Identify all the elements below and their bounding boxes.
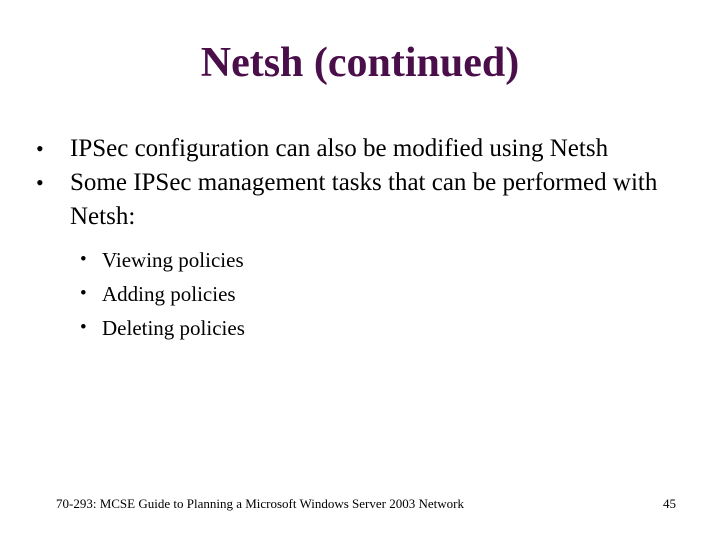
sub-bullet-item [70,311,696,345]
bullet-marker: • [36,170,44,195]
bullet-item [36,166,696,345]
sub-bullet-item [70,243,696,277]
slide-footer: 70-293: MCSE Guide to Planning a Microsoft Windows Server 2003 Network [56,496,464,511]
sub-bullet-text: Deleting policies [102,316,245,340]
sub-bullet-text: Adding policies [102,282,236,306]
sub-bullet-marker: • [80,283,87,304]
slide-title: Netsh (continued) [200,40,520,86]
sub-bullet-marker: • [80,317,87,338]
bullet-list [36,132,696,345]
sub-bullet-marker: • [80,249,87,270]
bullet-marker: • [36,136,44,161]
bullet-item [36,132,696,166]
sub-bullet-item [70,277,696,311]
bullet-text: IPSec configuration can also be modified using Netsh [70,135,609,162]
bullet-text: Some IPSec management tasks that can be performed with Netsh: [70,169,658,230]
sub-bullet-list [70,243,696,345]
sub-bullet-text: Viewing policies [102,248,244,272]
page-number: 45 [663,496,676,511]
